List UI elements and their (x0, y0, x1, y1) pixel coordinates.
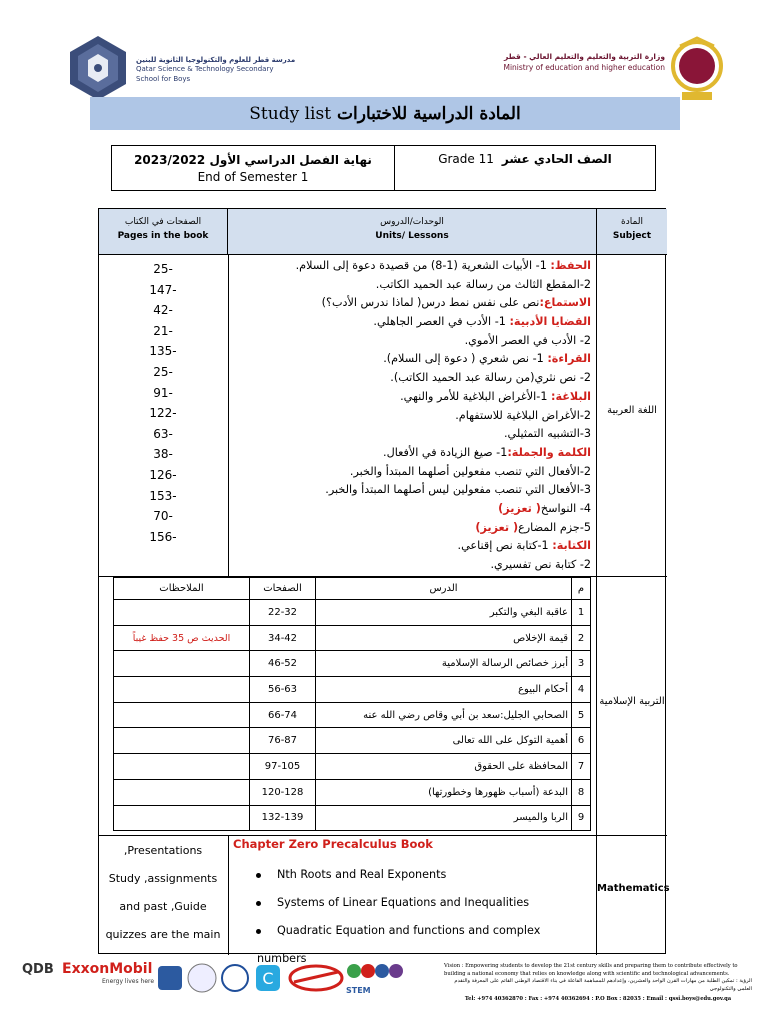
vision-ar: الرؤية : تمكين الطلبة من مهارات القرن الواحد والعشرين، وإعدادهم للمساهمة الفاعلة في بناء الاقتصاد الوطني القائم على المعرفة والتقدم العلمي والتكنولوجي (454, 978, 752, 992)
semester-info (111, 145, 656, 191)
lesson-line (231, 350, 591, 369)
lesson-text: 2-المقطع الثالث من رسالة عبد الحميد الكاتب. (375, 277, 591, 291)
table-row (114, 779, 591, 805)
title-ar: المادة الدراسية للاختبارات (337, 103, 521, 124)
math-resource-line: Study ,assignments (108, 872, 218, 885)
math-resources (99, 835, 227, 949)
header-pages-en: Pages in the book (117, 231, 209, 241)
table-row (114, 754, 591, 780)
vision-en: Vision : Empowering students to develop the 21st century skills and preparing them to contribute effectively to building a national economy that relies on knowledge along with scientific and technological advancements. (444, 963, 738, 977)
lesson-text: 2-الأفعال التي تنصب مفعولين أصلهما المبتدأ والخبر. (349, 464, 591, 478)
page-range: 91- (153, 385, 173, 400)
lesson-category: البلاغة: (551, 389, 591, 403)
lesson-line (231, 294, 591, 313)
lesson-line (231, 519, 591, 538)
header-subject (597, 209, 667, 255)
footer (22, 960, 752, 1008)
row-pages: 97-105 (250, 754, 316, 780)
header-pages (99, 209, 228, 255)
page-range: 38- (153, 447, 173, 462)
divider (228, 835, 229, 955)
row-num: 3 (572, 651, 591, 677)
lesson-line (231, 537, 591, 556)
page-range: 25- (153, 364, 173, 379)
row-notes (114, 728, 250, 754)
lesson-text: 1-كتابة نص إقناعي. (457, 539, 553, 553)
table-row (114, 677, 591, 703)
lesson-text: 3-التشبيه التمثيلي. (503, 427, 591, 441)
page-range: 122- (149, 406, 177, 421)
col-num: م (572, 578, 591, 600)
header-units (228, 209, 597, 255)
col-pages: الصفحات (250, 578, 316, 600)
exxon-tagline: Energy lives here (102, 978, 155, 985)
lesson-category: القراءة: (547, 352, 591, 366)
math-topic: Systems of Linear Equations and Inequalities (277, 896, 530, 909)
study-table (98, 208, 670, 965)
row-lesson: قيمة الإخلاص (316, 625, 572, 651)
row-lesson: أهمية التوكل على الله تعالى (316, 728, 572, 754)
table-row (114, 702, 591, 728)
school-name-en: Qatar Science & Technology Secondary School for Boys (136, 65, 274, 83)
semester-en: End of Semester 1 (197, 170, 309, 184)
stem-label: STEM (346, 986, 371, 995)
row-notes: الحديث ص 35 حفظ غيباً (114, 625, 250, 651)
row-notes (114, 651, 250, 677)
lesson-text: 2-الأغراض البلاغية للاستفهام. (455, 408, 591, 422)
bullet-icon (256, 873, 261, 878)
lesson-text: 2- الأدب في العصر الأموي. (464, 333, 591, 347)
math-resource-line: ,Presentations (123, 844, 203, 857)
lesson-text: 1-الأغراض البلاغية للأمر والنهي. (400, 389, 551, 403)
lesson-line (231, 463, 591, 482)
row-notes (114, 754, 250, 780)
row-pages: 120-128 (250, 779, 316, 805)
lesson-category: القضايا الأدبية: (509, 315, 591, 329)
page-range: 153- (149, 488, 177, 503)
row-pages: 66-74 (250, 702, 316, 728)
qdb-logo: QDB (22, 962, 54, 977)
header-units-ar: الوحدات/الدروس (380, 217, 444, 227)
subject-math: Mathematics (597, 883, 670, 894)
partner-logo-2 (186, 960, 218, 996)
lesson-category: الكتابة: (552, 539, 591, 553)
row-notes (114, 805, 250, 831)
row-notes (114, 677, 250, 703)
table-row (114, 728, 591, 754)
row-pages: 76-87 (250, 728, 316, 754)
page-range: 63- (153, 426, 173, 441)
lesson-text: 3-الأفعال التي تنصب مفعولين ليس أصلهما المبتدأ والخبر. (325, 483, 591, 497)
grade-cell (395, 146, 655, 190)
row-lesson: المحافظة على الحقوق (316, 754, 572, 780)
lesson-category: الكلمة والجملة: (507, 445, 591, 459)
partner-logo-4 (254, 960, 282, 996)
lesson-line (231, 556, 591, 575)
partner-logo-1 (156, 960, 184, 996)
row-num: 9 (572, 805, 591, 831)
stem-icons (346, 960, 404, 982)
ministry-name-ar: وزارة التربية والتعليم والتعليم العالي - قطر (503, 52, 665, 61)
contact-info: Tel: +974 40362870 : Fax : +974 40362694 : P.O Box : 82035 : Email : qssi.boys@edu.gov.qa (464, 996, 732, 1003)
grade-en: Grade 11 (438, 152, 494, 166)
lesson-line (231, 388, 591, 407)
lesson-line (231, 481, 591, 500)
row-lesson: البدعة (أسباب ظهورها وخطورتها) (316, 779, 572, 805)
row-lesson: أحكام البيوع (316, 677, 572, 703)
page-range: 42- (153, 303, 173, 318)
lesson-text: 1- الأبيات الشعرية (1-8) من قصيدة دعوة إلى السلام. (295, 259, 551, 272)
page-range: 147- (149, 282, 177, 297)
list-item (231, 861, 591, 889)
math-resource-line: quizzes are the main (105, 928, 221, 941)
bullet-icon (256, 901, 261, 906)
math-topic: Quadratic Equation and functions and complex numbers (257, 924, 541, 965)
row-lesson: عاقبة البغي والتكبر (316, 600, 572, 626)
row-notes (114, 600, 250, 626)
page-range: 156- (149, 529, 177, 544)
row-pages: 56-63 (250, 677, 316, 703)
school-logo (64, 34, 132, 102)
row-num: 1 (572, 600, 591, 626)
page-range: 135- (149, 344, 177, 359)
header-subject-en: Subject (612, 231, 652, 241)
header-subject-ar: المادة (621, 217, 643, 227)
list-item (231, 889, 591, 917)
header-pages-ar: الصفحات في الكتاب (124, 217, 202, 227)
math-units (231, 837, 591, 965)
row-num: 2 (572, 625, 591, 651)
table-row (114, 805, 591, 831)
arabic-lessons (231, 257, 591, 575)
divider (596, 255, 597, 955)
divider (228, 255, 229, 577)
semester-ar: نهاية الفصل الدراسي الأول 2023/2022 (134, 153, 372, 167)
islamic-table (113, 577, 591, 831)
exxon-name: ExxonMobil (62, 961, 153, 977)
subject-islamic: التربية الإسلامية (599, 696, 665, 707)
page-range: 70- (153, 509, 173, 524)
lesson-line (231, 425, 591, 444)
row-pages: 132-139 (250, 805, 316, 831)
semester-cell (112, 146, 395, 190)
grade-ar: الصف الحادي عشر (501, 152, 612, 166)
row-num: 8 (572, 779, 591, 805)
title-en: Study list (249, 103, 332, 124)
page-title (90, 97, 680, 130)
svg-text:C: C (262, 969, 274, 988)
stem-logo (346, 960, 406, 996)
reinforcement-tag: ( تعزيز) (498, 501, 541, 515)
table-row (114, 600, 591, 626)
subject-arabic: اللغة العربية (607, 405, 657, 416)
header-units-en: Units/ Lessons (375, 231, 449, 241)
reinforcement-tag: ( تعزيز) (475, 520, 519, 534)
col-lesson: الدرس (316, 578, 572, 600)
lesson-line (231, 257, 591, 276)
lesson-line (231, 313, 591, 332)
math-topic: Nth Roots and Real Exponents (277, 868, 447, 881)
row-notes (114, 702, 250, 728)
row-lesson: الصحابي الجليل:سعد بن أبي وقاص رضي الله عنه (316, 702, 572, 728)
table-row (114, 625, 591, 651)
row-num: 6 (572, 728, 591, 754)
page-range: 126- (149, 467, 177, 482)
lesson-text: 1- الأدب في العصر الجاهلي. (373, 315, 510, 329)
lesson-category: الاستماع: (539, 296, 591, 310)
lesson-line (231, 407, 591, 426)
lesson-line (231, 444, 591, 463)
page-range: 25- (153, 262, 173, 276)
partner-logo-5 (288, 960, 344, 996)
partner-logo-3 (220, 960, 250, 996)
col-notes: الملاحظات (114, 578, 250, 600)
lesson-text: 4- النواسخ (540, 501, 591, 515)
lesson-text: 1- نص شعري ( دعوة إلى السلام). (383, 352, 548, 366)
row-notes (114, 779, 250, 805)
lesson-text: 5-جزم المضارع (518, 520, 591, 534)
row-lesson: أبرز خصائص الرسالة الإسلامية (316, 651, 572, 677)
row-num: 7 (572, 754, 591, 780)
exxon-logo (62, 960, 162, 996)
lesson-text: نص على نفس نمط درس( لماذا ندرس الأدب؟) (321, 296, 540, 310)
islamic-header-row (114, 578, 591, 600)
page-range: 21- (153, 323, 173, 338)
lesson-line (231, 276, 591, 295)
row-lesson: الربا والميسر (316, 805, 572, 831)
math-topic-list (231, 861, 591, 965)
bullet-icon (256, 929, 261, 934)
ministry-name-en: Ministry of education and higher education (503, 62, 665, 72)
qatar-emblem (668, 34, 726, 106)
arabic-pages (99, 259, 227, 547)
lesson-line (231, 332, 591, 351)
lesson-line (231, 500, 591, 519)
lesson-line (231, 369, 591, 388)
math-book: Chapter Zero Precalculus Book (233, 837, 433, 851)
footer-vision (444, 963, 752, 1004)
lesson-text: 2- كتابة نص تفسيري. (490, 558, 591, 571)
math-resource-line: and past ,Guide (119, 900, 207, 913)
school-name (136, 56, 296, 84)
lesson-text: 1- صيغ الزيادة في الأفعال. (383, 445, 508, 459)
row-pages: 34-42 (250, 625, 316, 651)
row-num: 5 (572, 702, 591, 728)
school-name-ar: مدرسة قطر للعلوم والتكنولوجيا الثانوية للبنين (136, 56, 296, 64)
row-num: 4 (572, 677, 591, 703)
lesson-category: الحفظ: (550, 259, 591, 272)
list-item (231, 917, 591, 965)
ministry-name (500, 52, 665, 74)
table-row (114, 651, 591, 677)
lesson-text: 2- نص نثري(من رسالة عبد الحميد الكاتب). (390, 371, 591, 385)
row-pages: 22-32 (250, 600, 316, 626)
row-pages: 46-52 (250, 651, 316, 677)
